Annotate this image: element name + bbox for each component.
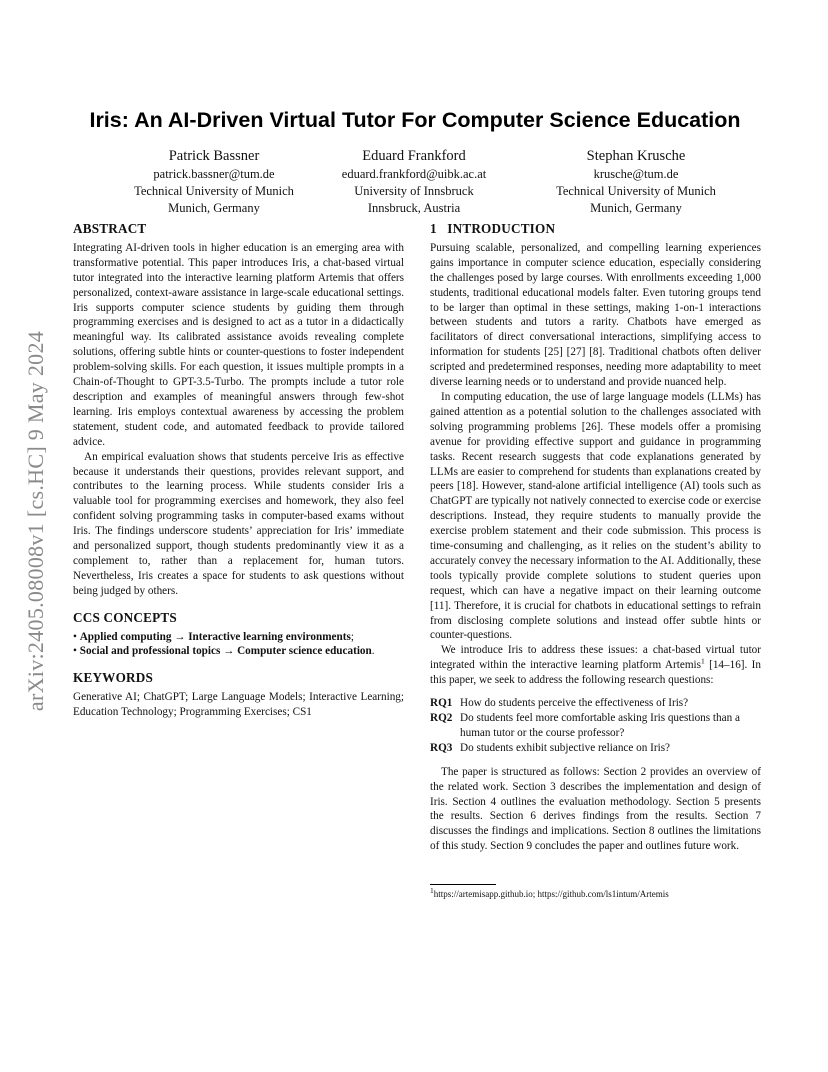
intro-paragraph-4: The paper is structured as follows: Section 2 provides an overview of the related work. Section 3 describes the implementation and design of Iris. Section 4 outlines the evaluation methodology. Section 5 presents the results. Section 6 derives findings from the results. Section 7 discusses the findings and implications. Section 8 outlines the limitations of this study. Section 9 concludes the paper and outlines future work. <box>430 765 761 853</box>
paper-title: Iris: An AI-Driven Virtual Tutor For Computer Science Education <box>89 108 741 132</box>
ccs-bullet: • <box>73 630 77 643</box>
author-email: eduard.frankford@uibk.ac.at <box>341 167 487 181</box>
abstract-paragraph-2: An empirical evaluation shows that students perceive Iris as effective because it understands their questions, provides relevant support, and contributes to the learning process. While students consider Iris a valuable tool for programming exercises and homework, they also feel confident solving programming tasks in computer-based exams without Iris. The findings underscore students’ appreciation for Iris’ immediate and personalized support, though students predominantly view it as a complement to, rather than a replacement for, human tutors. Nevertheless, Iris creates a space for students to ask questions without being judged by others. <box>73 450 404 597</box>
author-2 <box>304 146 524 217</box>
author-email: krusche@tum.de <box>593 167 679 181</box>
right-column <box>430 222 761 900</box>
author-location: Munich, Germany <box>168 201 260 215</box>
keywords-heading: KEYWORDS <box>73 670 154 686</box>
ccs-bullet: • <box>73 645 77 658</box>
intro-paragraph-3-text: We introduce Iris to address these issues: a chat-based virtual tutor integrated within the interactive learning platform Artemis <box>430 644 761 672</box>
footnote-number: 1 <box>430 886 434 896</box>
author-3 <box>526 146 746 217</box>
ccs-heading: CCS CONCEPTS <box>73 609 177 625</box>
footnote-text: https://artemisapp.github.io; https://github.com/ls1intum/Artemis <box>433 889 669 900</box>
research-question <box>430 711 761 741</box>
ccs-suffix: . <box>371 645 375 658</box>
research-question <box>430 741 761 756</box>
intro-paragraph-2: In computing education, the use of large language models (LLMs) has gained attention as a potential solution to the challenges associated with solving programming problems [26]. These models offer a promising avenue for providing effective support and guidance in programming tasks. Recent research suggests that code explanations generated by LLMs are easier to comprehend for students than explanations created by peers [18]. However, stand-alone artificial intelligence (AI) tools such as ChatGPT are typically not natively connected to exercise code or exercise descriptions. Instead, they require students to manually provide the exercise problem statement and their code submission. This process is time-consuming and challenging, as it relies on the student’s ability to accurately convey the necessary information to the AI. Additionally, these tools typically provide complete solutions to student queries upon request, which can have a negative impact on their learning outcome [11]. Therefore, it is crucial for chatbots in educational settings to refrain from disclosing complete solutions and instead offer subtle hints or counter-questions. <box>430 390 761 642</box>
rq-text: Do students exhibit subjective reliance on Iris? <box>460 741 671 754</box>
author-location: Munich, Germany <box>590 201 682 215</box>
ccs-item-2 <box>73 644 404 659</box>
author-affiliation: Technical University of Munich <box>556 184 716 198</box>
author-affiliation: University of Innsbruck <box>354 184 474 198</box>
abstract-heading: ABSTRACT <box>73 221 147 236</box>
footnote-marker: 1 <box>700 656 705 666</box>
rq-label: RQ1 <box>430 697 453 710</box>
author-location: Innsbruck, Austria <box>367 201 461 215</box>
introduction-heading: 1 INTRODUCTION <box>430 221 556 236</box>
research-questions <box>430 696 761 756</box>
left-column <box>73 222 404 720</box>
intro-paragraph-3 <box>430 643 761 688</box>
rq-text: Do students feel more comfortable asking Iris questions than a human tutor or the course professor? <box>460 712 740 739</box>
intro-paragraph-1: Pursuing scalable, personalized, and compelling learning experiences gains importance in computer science education, especially considering the challenges posed by large courses. With enrollments exceeding 1,000 students, traditional educational models falter. Even tutoring groups tend to be larger than optimal in these settings, making 1-on-1 interactions between students and tutors a rarity. Chatbots have emerged as facilitators of direct conversational interactions, simplifying access to information for students [25] [27] [8]. Traditional chatbots often deliver scripted and predetermined responses, needing more adaptability to meet diverse learning needs or to understand and provide nuanced help. <box>430 241 761 389</box>
intro-paragraph-3-tail: [14–16]. In this paper, we seek to address the following research questions: <box>430 659 761 687</box>
author-name: Patrick Bassner <box>168 148 260 164</box>
keywords-text: Generative AI; ChatGPT; Large Language Models; Interactive Learning; Education Technology; Programming Exercises; CS1 <box>73 691 404 719</box>
rq-text: How do students perceive the effectiveness of Iris? <box>460 697 689 710</box>
arxiv-identifier: arXiv:2405.08008v1 [cs.HC] 9 May 2024 <box>23 330 48 712</box>
author-affiliation: Technical University of Munich <box>134 184 294 198</box>
author-email: patrick.bassner@tum.de <box>153 167 275 181</box>
author-1 <box>104 146 324 217</box>
rq-label: RQ2 <box>430 712 453 724</box>
ccs-concept: Applied computing → Interactive learning environments <box>79 630 351 643</box>
rq-label: RQ3 <box>430 741 453 754</box>
footnote-divider <box>430 884 496 885</box>
abstract-paragraph-1: Integrating AI-driven tools in higher education is an emerging area with transformative potential. This paper introduces Iris, a chat-based virtual tutor integrated into the interactive learning platform Artemis that offers personalized, context-aware assistance in large-scale educational settings. Iris supports computer science students by guiding them through programming exercises and is designed to act as a tutor in a didactically meaningful way. Its calibrated assistance avoids revealing complete solutions, offering subtle hints or counter-questions to foster independent problem-solving skills. For each question, it issues multiple prompts in a Chain-of-Thought to GPT-3.5-Turbo. The prompts include a tutor role description and examples of meaningful answers through few-shot learning. Iris employs contextual awareness by accessing the problem statement, student code, and automated feedback to provide tailored advice. <box>73 241 404 448</box>
ccs-concept: Social and professional topics → Computer science education <box>79 645 372 658</box>
research-question <box>430 696 761 711</box>
author-name: Stephan Krusche <box>586 148 686 164</box>
author-name: Eduard Frankford <box>362 148 466 164</box>
ccs-suffix: ; <box>350 630 354 643</box>
footnote <box>430 888 761 900</box>
arxiv-sidebar <box>22 286 50 756</box>
ccs-item-1 <box>73 630 404 645</box>
